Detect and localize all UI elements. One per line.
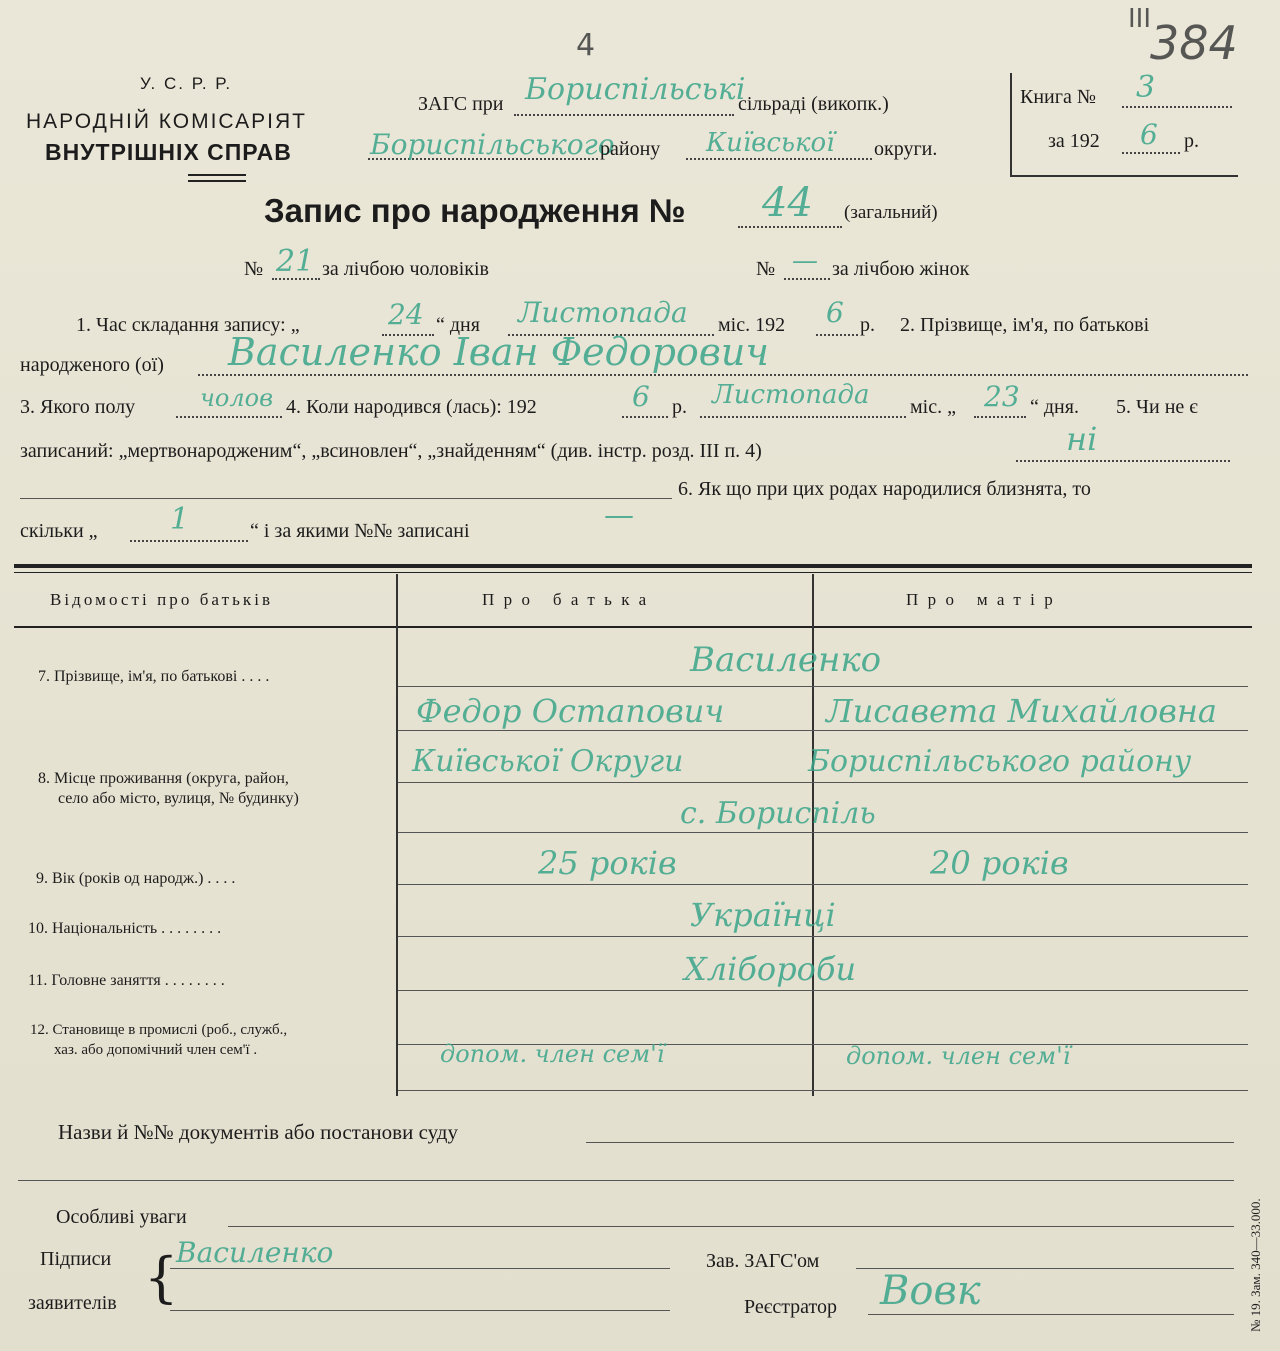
q6-cont-b: “ і за якими №№ записані: [250, 520, 470, 542]
q1-year-value: 6: [826, 296, 844, 329]
table-top-rule-thick: [14, 564, 1252, 568]
corner-ticks: III: [1128, 4, 1152, 34]
okrug-value: Київської: [706, 128, 835, 158]
row-label-status-2: хаз. або допомічний член сем'ї .: [54, 1042, 258, 1058]
table-header-rule: [14, 626, 1252, 628]
record-number-field: [738, 226, 842, 228]
docs-line-2: [18, 1180, 1234, 1181]
stillborn-field: [1016, 460, 1230, 462]
twins-field: [130, 540, 248, 542]
twins-value: 1: [170, 502, 190, 537]
birth-day-field: [974, 416, 1026, 418]
table-row-line-7: [398, 990, 1248, 991]
female-count-field: [784, 278, 830, 280]
table-row-line-4: [398, 832, 1248, 833]
record-title-suffix: (загальний): [844, 202, 938, 223]
row-label-residence-2: село або місто, вулиця, № будинку): [58, 790, 299, 807]
q4-day-suffix: “ дня.: [1030, 396, 1079, 418]
table-header-father: Про батька: [482, 590, 656, 609]
corner-archive-number: 384: [1150, 16, 1238, 70]
book-number-field: [1122, 106, 1232, 108]
table-row-line-1: [398, 686, 1248, 687]
father-status-value: допом. член сем'ї: [440, 1040, 665, 1068]
male-count-prefix: №: [244, 258, 264, 280]
female-count-label: за лічбою жінок: [832, 258, 970, 280]
corner-small-mark: 4: [576, 28, 596, 63]
okrug-label: округи.: [874, 138, 938, 160]
child-name-field: [198, 374, 1248, 376]
village-field: [514, 114, 734, 116]
father-name-value: Федор Остапович: [416, 692, 725, 730]
residence-value-1b: Бориспільського району: [808, 744, 1192, 779]
row-label-status-1: 12. Становище в промислі (роб., служб.,: [30, 1022, 288, 1038]
table-col-divider-1: [396, 574, 398, 1096]
q5-label: 5. Чи не є: [1116, 396, 1198, 418]
village-value: Бориспільські: [525, 72, 746, 107]
surname-value: Василенко: [690, 640, 882, 680]
republic-label: У. С. Р. Р.: [140, 74, 233, 93]
notes-line: [228, 1226, 1234, 1227]
table-row-line-9: [398, 1090, 1248, 1091]
q1-label: 1. Час складання запису: „: [76, 314, 300, 336]
record-title: Запис про народження №: [264, 192, 686, 229]
q1-day-value: 24: [388, 298, 424, 331]
registrar-line: [868, 1314, 1234, 1315]
birth-year-value: 6: [632, 380, 650, 413]
year-digit: 6: [1140, 118, 1158, 151]
commissariat-line1: НАРОДНІЙ КОМІСАРІЯТ: [26, 110, 307, 133]
mother-name-value: Лисавета Михайловна: [826, 692, 1217, 730]
q2-label: 2. Прізвище, ім'я, по батькові: [900, 314, 1150, 336]
male-count-label: за лічбою чоловіків: [322, 258, 489, 280]
q5-blank-line: [20, 498, 672, 499]
table-row-line-3: [398, 782, 1248, 783]
zags-suffix: сільраді (викопк.): [738, 93, 889, 115]
twins-records-value: —: [604, 498, 634, 533]
nationality-value: Українці: [690, 896, 836, 934]
head-zags-label: Зав. ЗАГС'ом: [706, 1250, 820, 1272]
header-divider-1: [188, 174, 246, 176]
table-header-info: Відомості про батьків: [50, 590, 274, 609]
table-row-line-6: [398, 936, 1248, 937]
male-count-value: 21: [276, 244, 315, 279]
print-mark: № 19. Зам. 340—33.000.: [1248, 1198, 1263, 1332]
signatures-label-1: Підписи: [40, 1248, 112, 1270]
row-label-residence-1: 8. Місце проживання (округа, район,: [38, 770, 289, 787]
okrug-field: [686, 158, 872, 160]
book-number: 3: [1136, 70, 1156, 105]
female-count-prefix: №: [756, 258, 776, 280]
registrar-signature: Вовк: [880, 1268, 981, 1314]
registrar-label: Реєстратор: [744, 1296, 838, 1318]
q3-label: 3. Якого полу: [20, 396, 136, 418]
notes-label: Особливі уваги: [56, 1206, 187, 1228]
commissariat-line2: ВНУТРІШНІХ СПРАВ: [45, 139, 292, 165]
row-label-name: 7. Прізвище, ім'я, по батькові . . . .: [38, 668, 270, 685]
applicant-signature: Василенко: [176, 1236, 334, 1269]
year-field: [1122, 152, 1180, 154]
birth-month-field: [700, 416, 906, 418]
q1-year-field: [816, 334, 858, 336]
q1-month-suffix: міс. 192: [718, 314, 786, 336]
q1-month-value: Листопада: [518, 296, 688, 329]
year-prefix: за 192: [1048, 130, 1100, 152]
father-age-value: 25 років: [538, 844, 677, 882]
signatures-brace: {: [144, 1246, 179, 1309]
sex-value: чолов: [200, 384, 274, 412]
book-label: Книга №: [1020, 86, 1096, 108]
applicant-signature-line-2: [170, 1310, 670, 1311]
q4-label: 4. Коли народився (лась): 192: [286, 396, 537, 418]
q1-year-suffix: р.: [860, 314, 875, 336]
year-suffix: р.: [1184, 130, 1199, 152]
q4-year-suffix: р.: [672, 396, 687, 418]
mother-age-value: 20 років: [930, 844, 1069, 882]
birth-year-field: [622, 416, 668, 418]
row-label-occupation: 11. Головне заняття . . . . . . . .: [28, 972, 225, 989]
q5-cont: записаний: „мертвонародженим“, „всиновлен“, „знайденням“ (див. інстр. розд. III п. 4): [20, 440, 762, 462]
rayon-value: Бориспільського: [370, 128, 615, 161]
q6-label: 6. Як що при цих родах народилися близнята, то: [678, 478, 1091, 500]
table-row-line-2: [398, 730, 1248, 731]
zags-prefix: ЗАГС при: [418, 93, 504, 115]
q1-day-suffix: “ дня: [436, 314, 480, 336]
rayon-label: району: [600, 138, 661, 160]
child-name-value: Василенко Іван Федорович: [228, 330, 770, 374]
row-label-nationality: 10. Національність . . . . . . . .: [28, 920, 222, 937]
table-header-mother: Про матір: [906, 590, 1063, 609]
row-label-age: 9. Вік (років од народж.) . . . .: [36, 870, 236, 887]
female-count-value: —: [792, 246, 818, 276]
occupation-value: Хлібороби: [684, 950, 857, 988]
header-divider-2: [188, 180, 246, 182]
table-row-line-5: [398, 884, 1248, 885]
mother-status-value: допом. член сем'ї: [846, 1042, 1071, 1070]
stillborn-value: ні: [1066, 420, 1098, 458]
sex-field: [176, 416, 282, 418]
table-top-rule-thin: [14, 572, 1252, 573]
q2-label-cont: народженого (ої): [20, 354, 164, 376]
q4-month-suffix: міс. „: [910, 396, 956, 418]
q6-cont-a: скільки „: [20, 520, 98, 542]
birth-month-value: Листопада: [712, 380, 870, 410]
residence-value-2: с. Бориспіль: [680, 796, 876, 831]
signatures-label-2: заявителів: [28, 1292, 117, 1314]
record-number: 44: [762, 180, 813, 226]
birth-day-value: 23: [984, 380, 1020, 413]
residence-value-1a: Київської Округи: [412, 744, 684, 779]
docs-label: Назви й №№ документів або постанови суду: [58, 1120, 458, 1144]
docs-line: [586, 1142, 1234, 1143]
